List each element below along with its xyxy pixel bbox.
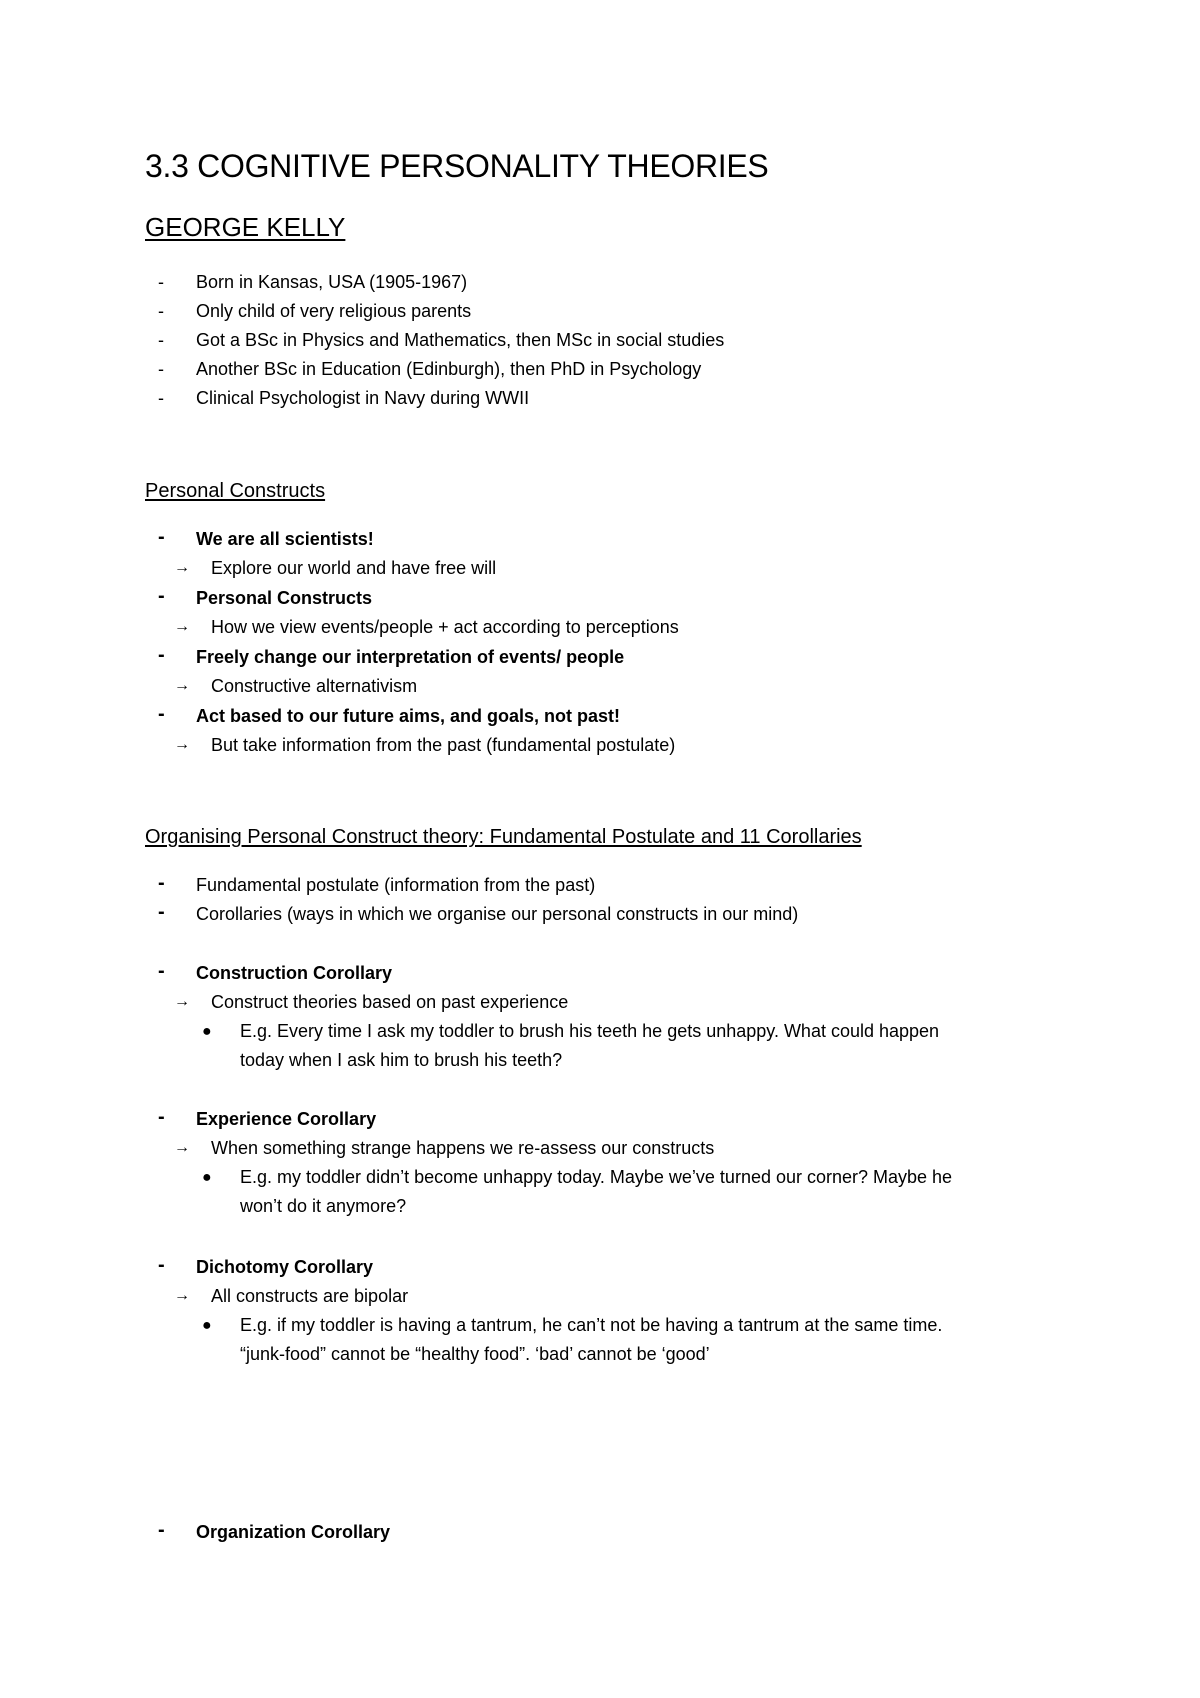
page-title: 3.3 COGNITIVE PERSONALITY THEORIES [145, 148, 769, 184]
construct-point: Freely change our interpretation of events/ people [196, 647, 625, 667]
corollary-sub: When something strange happens we re-assess our constructs [211, 1138, 715, 1158]
arrow-icon: → [174, 618, 190, 635]
bio-item: Got a BSc in Physics and Mathematics, then MSc in social studies [196, 330, 725, 350]
bullet-icon: ● [202, 1023, 212, 1040]
bio-item: Clinical Psychologist in Navy during WWII [196, 388, 530, 408]
section-heading-george-kelly: GEORGE KELLY [145, 212, 346, 242]
dash-marker: - [158, 901, 165, 923]
section-heading-personal-constructs: Personal Constructs [145, 480, 326, 502]
dash-marker: - [158, 272, 164, 292]
bullet-icon: ● [202, 1317, 212, 1334]
corollary-example: “junk-food” cannot be “healthy food”. ‘bad’ cannot be ‘good’ [240, 1344, 710, 1364]
arrow-icon: → [174, 677, 190, 694]
dash-marker: - [158, 301, 164, 321]
corollary-sub: Construct theories based on past experience [211, 992, 569, 1012]
section-heading-organising: Organising Personal Construct theory: Fundamental Postulate and 11 Corollaries [145, 826, 862, 848]
bio-item: Only child of very religious parents [196, 301, 472, 321]
corollary-name: Construction Corollary [196, 963, 393, 983]
arrow-icon: → [174, 559, 190, 576]
construct-sub: But take information from the past (fundamental postulate) [211, 735, 676, 755]
corollary-name: Dichotomy Corollary [196, 1257, 374, 1277]
dash-marker: - [158, 872, 165, 894]
dash-marker: - [158, 703, 165, 725]
corollary-example: today when I ask him to brush his teeth? [240, 1050, 563, 1070]
corollary-example: E.g. my toddler didn’t become unhappy today. Maybe we’ve turned our corner? Maybe he [240, 1167, 953, 1187]
dash-marker: - [158, 1106, 165, 1128]
arrow-icon: → [174, 1287, 190, 1304]
dash-marker: - [158, 585, 165, 607]
dash-marker: - [158, 388, 164, 408]
construct-sub: Explore our world and have free will [211, 558, 497, 578]
dash-marker: - [158, 1519, 165, 1541]
dash-marker: - [158, 359, 164, 379]
construct-sub: How we view events/people + act according to perceptions [211, 617, 679, 637]
intro-item: Corollaries (ways in which we organise our personal constructs in our mind) [196, 904, 799, 924]
corollary-example: E.g. Every time I ask my toddler to brush his teeth he gets unhappy. What could happen [240, 1021, 940, 1041]
corollary-sub: All constructs are bipolar [211, 1286, 409, 1306]
bio-item: Another BSc in Education (Edinburgh), then PhD in Psychology [196, 359, 702, 379]
construct-sub: Constructive alternativism [211, 676, 418, 696]
dash-marker: - [158, 644, 165, 666]
construct-point: Act based to our future aims, and goals, not past! [196, 706, 621, 726]
arrow-icon: → [174, 1139, 190, 1156]
corollary-name: Experience Corollary [196, 1109, 377, 1129]
construct-point: Personal Constructs [196, 588, 373, 608]
corollary-example: won’t do it anymore? [240, 1196, 407, 1216]
dash-marker: - [158, 1254, 165, 1276]
dash-marker: - [158, 960, 165, 982]
dash-marker: - [158, 526, 165, 548]
arrow-icon: → [174, 736, 190, 753]
corollary-example: E.g. if my toddler is having a tantrum, he can’t not be having a tantrum at the same time. [240, 1315, 943, 1335]
dash-marker: - [158, 330, 164, 350]
bio-item: Born in Kansas, USA (1905-1967) [196, 272, 468, 292]
arrow-icon: → [174, 993, 190, 1010]
corollary-name: Organization Corollary [196, 1522, 391, 1542]
construct-point: We are all scientists! [196, 529, 374, 549]
intro-item: Fundamental postulate (information from the past) [196, 875, 596, 895]
bullet-icon: ● [202, 1169, 212, 1186]
